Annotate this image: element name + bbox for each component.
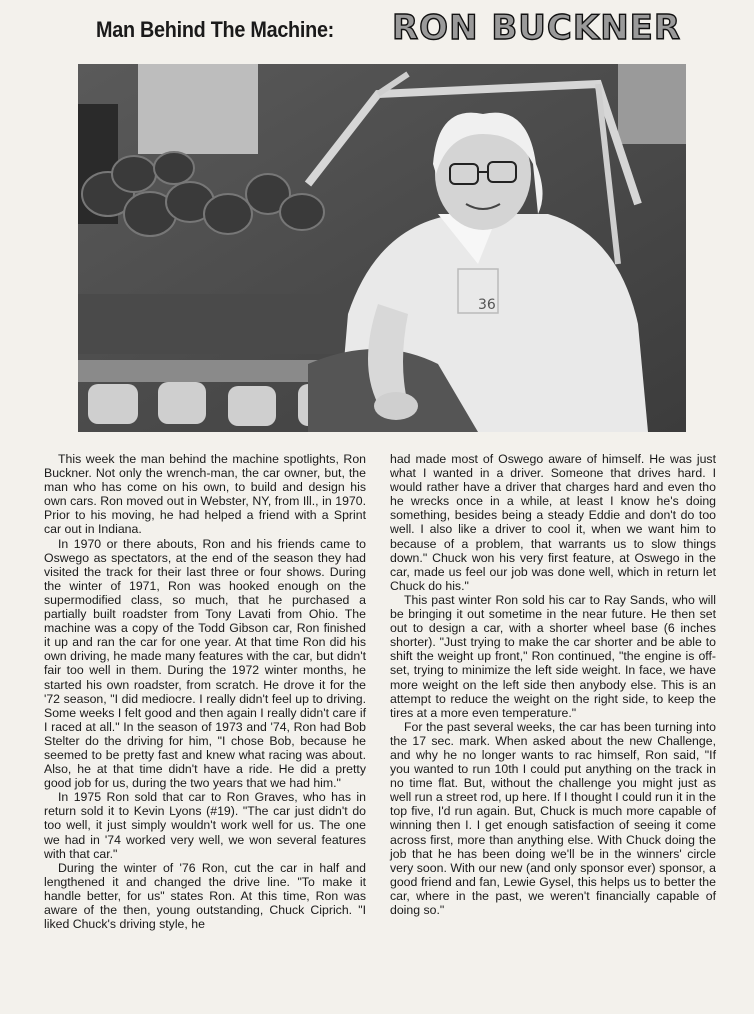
- photo-illustration: [78, 64, 686, 432]
- page-header: [96, 8, 696, 52]
- shirt-number: 36: [478, 297, 496, 313]
- article-paragraph: For the past several weeks, the car has been turning into the 17 sec. mark. When asked about the new Challenge, and why he no longer wants to rac himself, Ron said, "If you wanted to run 10th I could put anything on the track in no time flat. But, without the challenge you might just as well run a street rod, up here. If I thought I could run it in the top five, I'd run again. But, Chuck is much more capable of winning then I. I get enough satisfaction of seeing it come across first, more than anything else. With Chuck doing the job that he has been doing we'll be in the winners' circle very soon. With our new (and only sponsor ever) sponsor, a good friend and fan, Lewie Gysel, this helps us to better the car, where in the past, we weren't financially capable of doing so.": [390, 719, 716, 917]
- article-paragraph: This week the man behind the machine spotlights, Ron Buckner. Not only the wrench-man, the car owner, but, the man who has come on his own, to build and design his own cars. Ron moved out in Webster, NY, from Ill., in 1970. Prior to his moving, he had helped a friend with a Sprint car out in Indiana.: [44, 452, 366, 537]
- article-column-right: [390, 452, 716, 917]
- article-paragraph: During the winter of '76 Ron, cut the car in half and lengthened it and changed the drive line. "To make it handle better, for us" states Ron. At this time, Ron was aware of the then, young outstanding, Chuck Ciprich. "I liked Chuck's driving style, he: [44, 860, 366, 932]
- article-paragraph: had made most of Oswego aware of himself. He was just what I wanted in a driver. Someone that drives hard. I would rather have a driver that charges hard and even tho he wrecks once in a while, at least I know he's doing something, besides being a steady Eddie and don't do too well. I also like a driver to cool it, when we want him to because of a problem, that warrants us to slow things down." Chuck won his very first feature, at Oswego in the car, made us feel our job was done well, which in return let Chuck do his.": [390, 452, 716, 593]
- article-paragraph: In 1970 or there abouts, Ron and his friends came to Oswego as spectators, at the end of the season they had visited the track for their last three or four shows. During the winter of 1971, Ron was hooked enough on the supermodified class, so much, that he purchased a partially built roadster from Tony Lavati from Ohio. The machine was a copy of the Todd Gibson car, Ron finished it up and ran the car for one year. At that time Ron did his own driving, he made many features with the car, but didn't fair too well in them. During the 1972 winter months, he started his own roadster, from scratch. He drove it for the '72 season, "I did mediocre. I really didn't feel up to driving. Some weeks I felt good and then again I really didn't care if I raced at all." In the season of 1973 and '74, Ron had Bob Stelter do the driving for him, "I chose Bob, because he seemed to be pretty fast and knew what racing was about. Also, he at that time didn't have a ride. He did a pretty good job for us, during the two years that we had him.": [44, 536, 366, 791]
- header-name: RON BUCKNER: [392, 8, 682, 48]
- article-paragraph: This past winter Ron sold his car to Ray Sands, who will be bringing it out sometime in the near future. He then set out to design a car, with a shorter wheel base (6 inches shorter). "Just trying to make the car shorter and be able to shift the weight up front," Ron continued, "the engine is off-set, trying to minimize the left side weight. In face, we have more weight on the left side then anybody else. This is an attempt to reduce the weight on the right side, to keep the tires at a more even temperature.": [390, 592, 716, 720]
- header-kicker: Man Behind The Machine:: [96, 17, 335, 42]
- feature-photo: [78, 64, 686, 432]
- article-column-left: [44, 452, 366, 931]
- article-paragraph: In 1975 Ron sold that car to Ron Graves, who has in return sold it to Kevin Lyons (#19). "The car just didn't do too well, it just simply wouldn't work well for us. The one we had in '74 worked very well, we won several features with that car.": [44, 790, 366, 861]
